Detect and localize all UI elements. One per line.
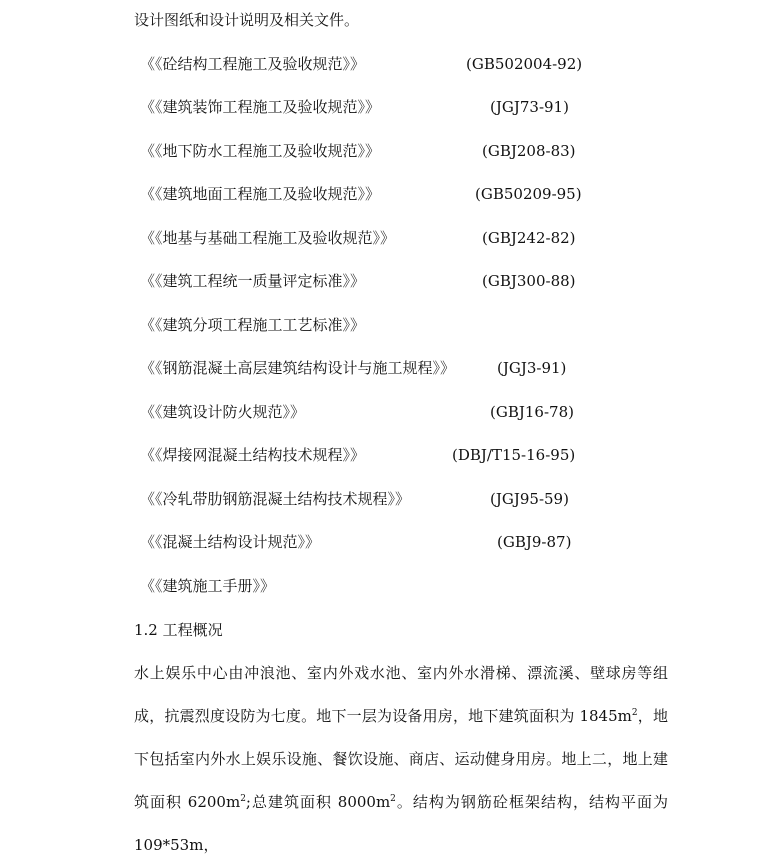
paragraph-text: 水上娱乐中心由冲浪池、室内外戏水池、室内外水滑梯、漂流溪、壁球房等组成，抗震烈度设防为七度。地下一层为设备用房，地下建筑面积为 1845m bbox=[134, 664, 668, 725]
standard-title: 《《焊接网混凝土结构技术规程》》 bbox=[140, 446, 366, 464]
standard-title: 《《建筑设计防火规范》》 bbox=[140, 403, 306, 421]
standard-title: 《《冷轧带肋钢筋混凝土结构技术规程》》 bbox=[140, 490, 411, 508]
superscript: 2 bbox=[631, 708, 638, 718]
standard-title: 《《建筑地面工程施工及验收规范》》 bbox=[140, 185, 381, 203]
standard-code: (GB50209-95) bbox=[475, 185, 582, 203]
section-heading: 1.2 工程概况 bbox=[134, 621, 223, 639]
standard-code: (DBJ/T15-16-95) bbox=[452, 446, 576, 464]
standard-title: 《《地下防水工程施工及验收规范》》 bbox=[140, 142, 381, 160]
intro-text: 设计图纸和设计说明及相关文件。 bbox=[134, 11, 360, 29]
standard-code: (GBJ9-87) bbox=[497, 533, 572, 551]
standard-code: (JGJ73-91) bbox=[490, 98, 569, 116]
superscript: 2 bbox=[240, 794, 246, 804]
standard-title: 《《建筑分项工程施工工艺标准》》 bbox=[140, 316, 366, 334]
standard-title: 《《建筑施工手册》》 bbox=[140, 577, 276, 595]
standard-code: (GBJ16-78) bbox=[490, 403, 574, 421]
standard-title: 《《建筑工程统一质量评定标准》》 bbox=[140, 272, 366, 290]
standard-title: 《《砼结构工程施工及验收规范》》 bbox=[140, 55, 366, 73]
superscript: 2 bbox=[390, 794, 396, 804]
paragraph-text: ;总建筑面积 8000m bbox=[245, 793, 391, 811]
standard-code: (GBJ300-88) bbox=[482, 272, 576, 290]
standard-code: (JGJ95-59) bbox=[490, 490, 569, 508]
standard-title: 《《地基与基础工程施工及验收规范》》 bbox=[140, 229, 396, 247]
standard-code: (GB502004-92) bbox=[466, 55, 583, 73]
standard-code: (GBJ242-82) bbox=[482, 229, 576, 247]
standard-code: (GBJ208-83) bbox=[482, 142, 576, 160]
standard-code: (JGJ3-91) bbox=[497, 359, 567, 377]
standard-title: 《《钢筋混凝土高层建筑结构设计与施工规程》》 bbox=[140, 359, 456, 377]
paragraph-text: 。结构为钢筋砼框架结构，结构平面为 109*53m， bbox=[134, 793, 668, 854]
project-overview-paragraph bbox=[134, 652, 668, 867]
standard-title: 《《混凝土结构设计规范》》 bbox=[140, 533, 321, 551]
standard-title: 《《建筑装饰工程施工及验收规范》》 bbox=[140, 98, 381, 116]
paragraph-text: ，地下包括室内外水上娱乐设施、餐饮设施、商店、运动健身用房。地上二，地上建筑面积 6200m bbox=[134, 707, 668, 811]
